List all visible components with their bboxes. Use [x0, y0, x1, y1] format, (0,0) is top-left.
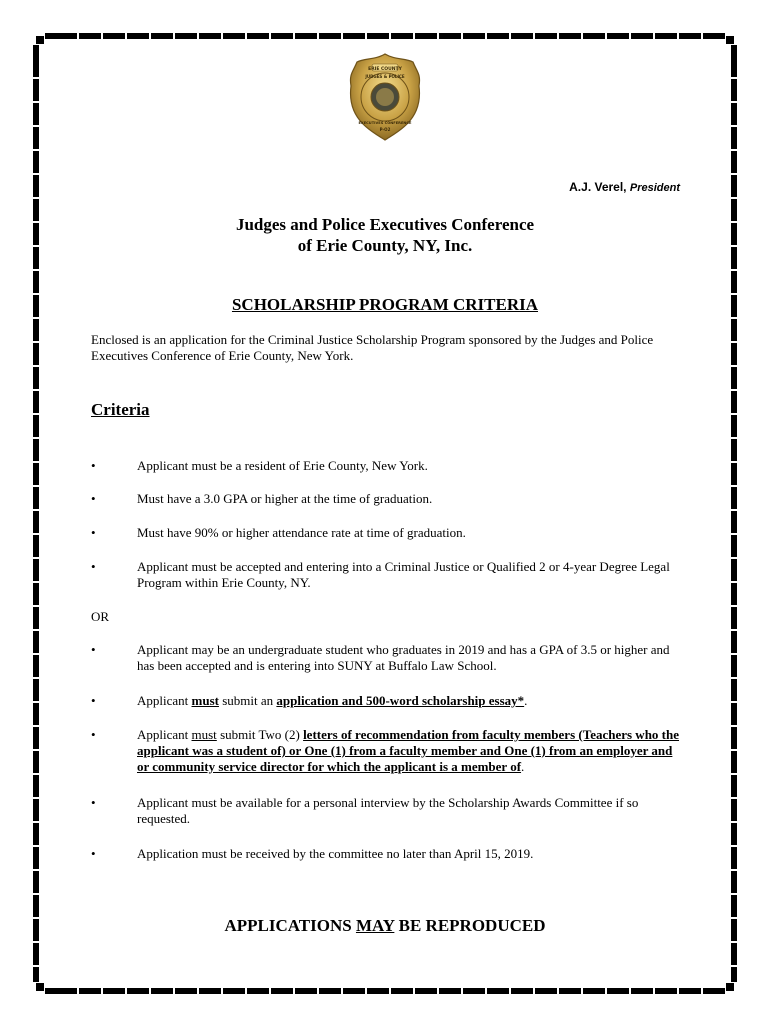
emphasis-must: must [191, 693, 219, 708]
criteria-item-interview: Applicant must be available for a personal interview by the Scholarship Awards Committee if so requested. [137, 795, 639, 826]
bullet: • [91, 727, 96, 742]
bullet: • [91, 458, 96, 473]
criteria-item-deadline: Application must be received by the committee no later than April 15, 2019. [137, 846, 534, 861]
bullet: • [91, 525, 96, 540]
svg-text:JUDGES & POLICE: JUDGES & POLICE [365, 74, 405, 79]
president-name: A.J. Verel, [569, 180, 627, 194]
or-separator: OR [91, 609, 110, 624]
president-line [569, 180, 680, 194]
bullet: • [91, 642, 96, 657]
emphasis-essay: application and 500-word scholarship essay* [276, 693, 525, 708]
intro-paragraph: Enclosed is an application for the Criminal Justice Scholarship Program sponsored by the Judges and Police Executives Conference of Erie County, New York. [91, 332, 654, 363]
bullet: • [91, 491, 96, 506]
svg-text:P-O2: P-O2 [379, 127, 391, 132]
badge-seal-icon [345, 52, 425, 142]
program-title: SCHOLARSHIP PROGRAM CRITERIA [231, 295, 539, 314]
organization-line-1: Judges and Police Executives Conference [235, 215, 535, 234]
emphasis-must: must [191, 727, 217, 742]
bullet: • [91, 846, 96, 861]
svg-text:ERIE COUNTY: ERIE COUNTY [368, 67, 402, 72]
closing-statement: APPLICATIONS MAY BE REPRODUCED [224, 916, 546, 935]
emphasis-letters: letters of recommendation from faculty members (Teachers who the applicant was a student of) or One (1) from a faculty member and One (1) from an employer and or community service director for which the applicant is a member of [137, 727, 680, 774]
bullet: • [91, 693, 96, 708]
criteria-heading: Criteria [91, 400, 150, 419]
bullet: • [91, 795, 96, 810]
president-title: President [629, 182, 680, 194]
criteria-item-recommendation: Applicant must submit Two (2) letters of recommendation from faculty members (Teachers who the applicant was a student of) or One (1) from a faculty member and One (1) from an employer and or community service director for which the applicant is a member of. [137, 727, 680, 774]
svg-text:EXECUTIVES CONFERENCE: EXECUTIVES CONFERENCE [358, 121, 412, 125]
organization-line-2: of Erie County, NY, Inc. [297, 236, 473, 255]
criteria-item-gpa: Must have a 3.0 GPA or higher at the time of graduation. [137, 491, 433, 506]
criteria-item-residency: Applicant must be a resident of Erie County, New York. [137, 458, 428, 473]
emphasis-may: MAY [355, 916, 395, 935]
organization-name [0, 214, 770, 256]
bullet: • [91, 559, 96, 574]
criteria-item-program: Applicant must be accepted and entering into a Criminal Justice or Qualified 2 or 4-year Degree Legal Program within Erie County, NY. [137, 559, 670, 590]
criteria-item-undergraduate: Applicant may be an undergraduate student who graduates in 2019 and has a GPA of 3.5 or higher and has been accepted and is entering into SUNY at Buffalo Law School. [137, 642, 670, 673]
criteria-item-attendance: Must have 90% or higher attendance rate at time of graduation. [137, 525, 466, 540]
criteria-item-essay: Applicant must submit an application and 500-word scholarship essay*. [137, 693, 528, 708]
